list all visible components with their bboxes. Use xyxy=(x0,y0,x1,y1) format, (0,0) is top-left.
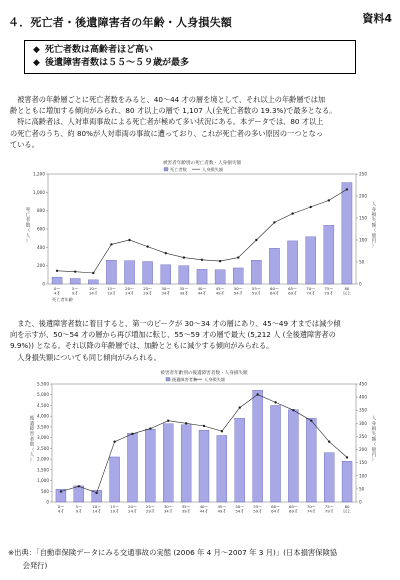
paragraph-line: の死亡者のうち、約 80%が人対車両の事故に遭っており、これが死亡者の多い原因の一つとなっ xyxy=(10,128,323,138)
x-tick-label: 10～ xyxy=(88,286,98,291)
bar xyxy=(110,457,120,502)
y-axis-label-right: （ xyxy=(371,228,377,234)
line-point xyxy=(201,259,203,261)
x-tick-label: 以上 xyxy=(343,290,351,296)
line-point xyxy=(256,393,258,395)
line-point xyxy=(291,212,293,214)
paragraph-line: 9.9%)) となる。それ以降の年齢層では、加齢とともに減少する傾向がみられる。 xyxy=(10,341,274,351)
y-tick-label-left: 600 xyxy=(37,226,45,232)
y-axis-label-right: 失 xyxy=(371,432,377,438)
x-tick-label: 70～ xyxy=(306,504,316,509)
line-point xyxy=(165,252,167,254)
paragraph-line: 人身損失額についても同じ傾向がみられる。 xyxy=(10,352,161,362)
x-tick-label: 74才 xyxy=(306,290,316,296)
y-tick-label-right: 250 xyxy=(359,171,367,177)
y-tick-label-left: 1,000 xyxy=(37,478,49,484)
legend-bar-swatch xyxy=(164,168,168,172)
y-tick-label-right: 150 xyxy=(359,460,367,466)
y-axis-label-right: 損 xyxy=(371,427,377,432)
x-tick-label: 50～ xyxy=(233,286,243,291)
summary-text: 後遺障害者数は５５～５９歳が最多 xyxy=(45,58,190,68)
legend-label: 死亡者数 xyxy=(170,166,187,172)
x-axis-label: 死亡者年齢 xyxy=(52,297,73,302)
y-tick-label-left: 5,000 xyxy=(37,392,49,398)
y-axis-label-right: 人 xyxy=(371,416,377,422)
bar xyxy=(288,410,298,502)
x-tick-label: 70～ xyxy=(306,286,316,291)
y-tick-label-right: 350 xyxy=(359,407,367,413)
line-point xyxy=(346,188,348,190)
x-tick-label: 40～ xyxy=(197,286,207,291)
x-tick-label: 79才 xyxy=(324,290,334,296)
x-tick-label: 14才 xyxy=(92,508,102,514)
x-tick-label: 24才 xyxy=(125,290,134,296)
paragraph-disability xyxy=(10,318,390,363)
line-point xyxy=(292,409,294,411)
line-point xyxy=(310,206,312,208)
bar xyxy=(271,405,281,502)
x-tick-label: 19才 xyxy=(106,290,116,296)
y-axis-label-left: （ xyxy=(25,228,31,234)
bar xyxy=(324,225,334,284)
x-tick-label: 29才 xyxy=(143,290,153,296)
chart-disabilities xyxy=(14,368,386,518)
x-tick-label: 50～ xyxy=(235,504,245,509)
x-tick-label: 75～ xyxy=(324,504,334,509)
y-axis-label-left: （ xyxy=(29,447,35,453)
y-axis-label-right: 額 xyxy=(371,223,377,229)
x-tick-label: 49才 xyxy=(215,290,225,296)
x-tick-label: 65～ xyxy=(288,286,298,291)
line-point xyxy=(96,492,98,494)
bar xyxy=(70,279,80,285)
x-tick-label: 75～ xyxy=(324,286,334,291)
document-tag: 資料4 xyxy=(362,12,392,25)
y-tick-label-right: 50 xyxy=(359,486,365,492)
y-axis-label-left: 者 xyxy=(29,437,35,443)
y-tick-label-left: 200 xyxy=(37,263,45,269)
y-axis-label-right: 身 xyxy=(371,421,377,427)
bar xyxy=(235,418,245,502)
x-tick-label: 14才 xyxy=(88,290,98,296)
bar xyxy=(269,248,279,284)
line-point xyxy=(78,485,80,487)
y-axis-label-left: 死 xyxy=(25,207,31,213)
y-axis-label-right: ） xyxy=(371,244,377,250)
paragraph-line: また、後遺障害者数に着目すると、第一のピークが 30～34 才の層にあり、45～49 才までは減少傾 xyxy=(10,319,341,328)
line-point xyxy=(203,425,205,427)
paragraph-line: 向を示すが、50～54 才の層から再び増加に転じ、55～59 才の層で最大 (5,212 人 (全後遺障害者の xyxy=(10,330,336,340)
legend-label: 後遺障害者数 xyxy=(172,376,198,382)
x-tick-label: 45～ xyxy=(215,286,225,291)
y-axis-label-right: ） xyxy=(371,458,377,464)
x-tick-label: 24才 xyxy=(128,508,137,514)
line-point xyxy=(239,406,241,408)
bar xyxy=(342,461,352,502)
line-point xyxy=(237,256,239,258)
y-tick-label-right: 100 xyxy=(359,473,367,479)
y-tick-label-right: 300 xyxy=(359,420,367,426)
y-tick-label-left: 800 xyxy=(37,208,45,214)
y-tick-label-left: 4,000 xyxy=(37,413,49,419)
bar xyxy=(163,424,173,502)
x-tick-label: 45～ xyxy=(217,504,227,509)
y-axis-label-right: 億 xyxy=(371,447,377,453)
y-tick-label-right: 200 xyxy=(359,193,367,199)
x-tick-label: 35～ xyxy=(181,504,191,509)
summary-box xyxy=(24,40,356,74)
x-tick-label: 5～ xyxy=(71,286,79,291)
paragraph-deaths xyxy=(10,94,390,150)
y-axis-label-left: 後 xyxy=(29,416,35,422)
x-tick-label: 19才 xyxy=(110,508,120,514)
y-tick-label-right: 200 xyxy=(359,447,367,453)
bar xyxy=(324,453,334,502)
x-tick-label: 69才 xyxy=(288,508,298,514)
line-point xyxy=(274,401,276,403)
x-tick-label: 40～ xyxy=(199,504,209,509)
line-point xyxy=(128,239,130,241)
x-tick-label: 74才 xyxy=(306,508,316,514)
y-tick-label-left: 0 xyxy=(46,499,49,505)
x-tick-label: 29才 xyxy=(145,508,155,514)
y-axis-label-left: 障 xyxy=(29,427,35,432)
y-tick-label-left: 2,500 xyxy=(37,445,49,451)
x-tick-label: 9才 xyxy=(75,508,83,514)
summary-item xyxy=(33,44,347,57)
x-tick-label: 15～ xyxy=(106,286,116,291)
x-tick-label: 34才 xyxy=(161,290,171,296)
x-tick-label: 20～ xyxy=(128,504,137,509)
bar xyxy=(197,269,207,284)
bar xyxy=(143,262,153,284)
line-point xyxy=(255,239,257,241)
x-tick-label: 59才 xyxy=(253,508,263,514)
bar xyxy=(251,260,261,284)
footnote-line: ※出典：「自動車保険データにみる交通事故の実態 (2006 年 4 月～2007 年 3 月)」(日本損害保険協 xyxy=(8,548,338,557)
chart-title: 被害者年齢別の死亡者数・人身損失額 xyxy=(162,161,242,166)
x-tick-label: 44才 xyxy=(199,508,209,514)
line-point xyxy=(273,221,275,223)
y-tick-label-right: 100 xyxy=(359,237,367,243)
paragraph-line: 被害者の年齢層ごとに死亡者数をみると、40～44 才の層を境として、それ以上の年齢層では加 xyxy=(10,95,326,104)
y-axis-label-left: ） xyxy=(29,458,35,464)
y-axis-label-left: 者 xyxy=(25,218,31,224)
y-tick-label-left: 1,000 xyxy=(33,189,45,195)
bar xyxy=(306,237,316,284)
line-point xyxy=(310,420,312,422)
y-tick-label-right: 0 xyxy=(359,281,362,287)
y-axis-label-right: （ xyxy=(371,442,377,448)
y-axis-label-left: 人 xyxy=(25,233,31,239)
y-axis-label-left: 数 xyxy=(25,223,31,229)
x-tick-label: 0～ xyxy=(57,504,65,509)
bar xyxy=(199,430,209,502)
line-point xyxy=(74,270,76,272)
line-point xyxy=(167,420,169,422)
paragraph-line: ている。 xyxy=(10,139,39,149)
y-axis-label-left: 亡 xyxy=(25,213,31,218)
bar xyxy=(181,425,191,502)
x-tick-label: 69才 xyxy=(288,290,298,296)
x-tick-label: 60～ xyxy=(271,504,280,509)
x-tick-label: 34才 xyxy=(163,508,173,514)
y-tick-label-left: 1,500 xyxy=(37,467,49,473)
x-tick-label: 以上 xyxy=(343,508,351,514)
chart-title: 被害者年齢別の後遺障害者数・人身損失額 xyxy=(160,371,248,376)
source-footnote xyxy=(8,546,392,572)
y-tick-label-right: 400 xyxy=(359,394,367,400)
x-tick-label: 39才 xyxy=(181,508,191,514)
x-tick-label: 55～ xyxy=(251,286,261,291)
x-tick-label: 59才 xyxy=(251,290,261,296)
y-tick-label-right: 50 xyxy=(359,259,365,265)
y-axis-label-right: 身 xyxy=(371,207,377,213)
line-point xyxy=(92,272,94,274)
line-point xyxy=(113,440,115,442)
y-tick-label-left: 400 xyxy=(37,244,45,250)
bar xyxy=(127,433,137,502)
x-tick-label: 55～ xyxy=(253,504,263,509)
x-tick-label: 4才 xyxy=(57,508,65,514)
y-tick-label-right: 150 xyxy=(359,215,367,221)
x-tick-label: 4才 xyxy=(53,290,61,296)
x-tick-label: 65～ xyxy=(288,504,298,509)
paragraph-line: 齢とともに増加する傾向がみられ、80 才以上の層で 1,107 人(全死亡者数の 19.3%)で最多となる。 xyxy=(10,106,337,116)
diamond-bullet-icon: ◆ xyxy=(33,45,40,55)
summary-text: 死亡者数は高齢者ほど高い xyxy=(45,45,154,55)
y-axis-label-left: 遺 xyxy=(29,421,35,427)
paragraph-line: 特に高齢者は、人対車両事故による死亡者が極めて多い状況にある。本データでは、80 才以上 xyxy=(10,117,324,127)
x-tick-label: 39才 xyxy=(179,290,189,296)
y-axis-label-right: 人 xyxy=(371,202,377,208)
bar xyxy=(233,268,243,284)
x-tick-label: 15～ xyxy=(110,504,120,509)
line-point xyxy=(146,245,148,247)
line-point xyxy=(219,260,221,262)
legend-label: 人身損失額 xyxy=(202,166,223,172)
bar xyxy=(306,418,316,502)
y-axis-label-right: 失 xyxy=(371,218,377,224)
x-tick-label: 5～ xyxy=(75,504,83,509)
y-tick-label-left: 2,000 xyxy=(37,456,49,462)
x-tick-label: 49才 xyxy=(217,508,227,514)
bar xyxy=(124,261,134,284)
footnote-line: 会発行) xyxy=(8,561,48,570)
bar xyxy=(217,435,227,502)
x-tick-label: 44才 xyxy=(197,290,207,296)
section-title: ４．死亡者・後遺障害者の年齢・人身損失額 xyxy=(8,16,232,29)
legend-bar-swatch xyxy=(166,378,170,382)
x-tick-label: 20～ xyxy=(125,286,134,291)
y-axis-label-right: 円 xyxy=(371,453,377,458)
y-tick-label-left: 500 xyxy=(41,488,49,494)
y-tick-label-right: 450 xyxy=(359,381,367,387)
bar xyxy=(215,270,225,284)
y-tick-label-left: 0 xyxy=(42,281,45,287)
bar xyxy=(179,266,189,284)
x-tick-label: 25～ xyxy=(145,504,155,509)
y-axis-label-left: 害 xyxy=(29,432,35,438)
y-axis-label-right: 損 xyxy=(371,213,377,218)
line-point xyxy=(328,199,330,201)
x-tick-label: 64才 xyxy=(271,508,280,514)
bar xyxy=(161,265,171,284)
x-tick-label: 9才 xyxy=(71,290,79,296)
x-tick-label: 64才 xyxy=(270,290,279,296)
x-tick-label: 54才 xyxy=(233,290,243,296)
line-point xyxy=(328,440,330,442)
line-point xyxy=(183,256,185,258)
y-tick-label-left: 3,500 xyxy=(37,424,49,430)
x-tick-label: 60～ xyxy=(270,286,279,291)
bar xyxy=(74,486,84,502)
line-point xyxy=(346,456,348,458)
y-tick-label-right: 250 xyxy=(359,433,367,439)
summary-item xyxy=(33,57,347,70)
y-axis-label-left: ） xyxy=(25,239,31,244)
y-axis-label-right: 円 xyxy=(371,239,377,244)
line-point xyxy=(221,430,223,432)
y-axis-label-right: 億 xyxy=(371,233,377,239)
chart-deaths xyxy=(14,158,386,304)
x-tick-label: 80 xyxy=(344,504,350,509)
y-tick-label-right: 0 xyxy=(359,499,362,505)
bar xyxy=(145,429,155,502)
diamond-bullet-icon: ◆ xyxy=(33,58,40,68)
bar xyxy=(288,241,298,284)
bar xyxy=(88,280,98,284)
legend-label: 人身損失額 xyxy=(204,376,225,382)
line-point xyxy=(110,243,112,245)
y-tick-label-left: 1,200 xyxy=(33,171,45,177)
x-tick-label: 30～ xyxy=(161,286,171,291)
bar xyxy=(253,390,263,502)
y-axis-label-right: 額 xyxy=(371,437,377,443)
y-axis-label-left: 人 xyxy=(29,453,35,458)
x-tick-label: 0～ xyxy=(53,286,61,291)
x-tick-label: 79才 xyxy=(324,508,334,514)
y-tick-label-left: 5,500 xyxy=(37,381,49,387)
x-tick-label: 35～ xyxy=(179,286,189,291)
bar xyxy=(106,260,116,284)
x-tick-label: 30～ xyxy=(163,504,173,509)
y-tick-label-left: 3,000 xyxy=(37,435,49,441)
y-tick-label-left: 4,500 xyxy=(37,402,49,408)
x-tick-label: 10～ xyxy=(92,504,102,509)
x-tick-label: 25～ xyxy=(143,286,153,291)
bar xyxy=(342,183,352,284)
y-axis-label-left: 数 xyxy=(29,442,35,448)
bar xyxy=(52,277,62,284)
line-point xyxy=(149,427,151,429)
line-point xyxy=(131,433,133,435)
x-tick-label: 80 xyxy=(344,286,350,291)
line-point xyxy=(60,490,62,492)
x-tick-label: 54才 xyxy=(235,508,245,514)
line-point xyxy=(185,422,187,424)
line-point xyxy=(56,270,58,272)
